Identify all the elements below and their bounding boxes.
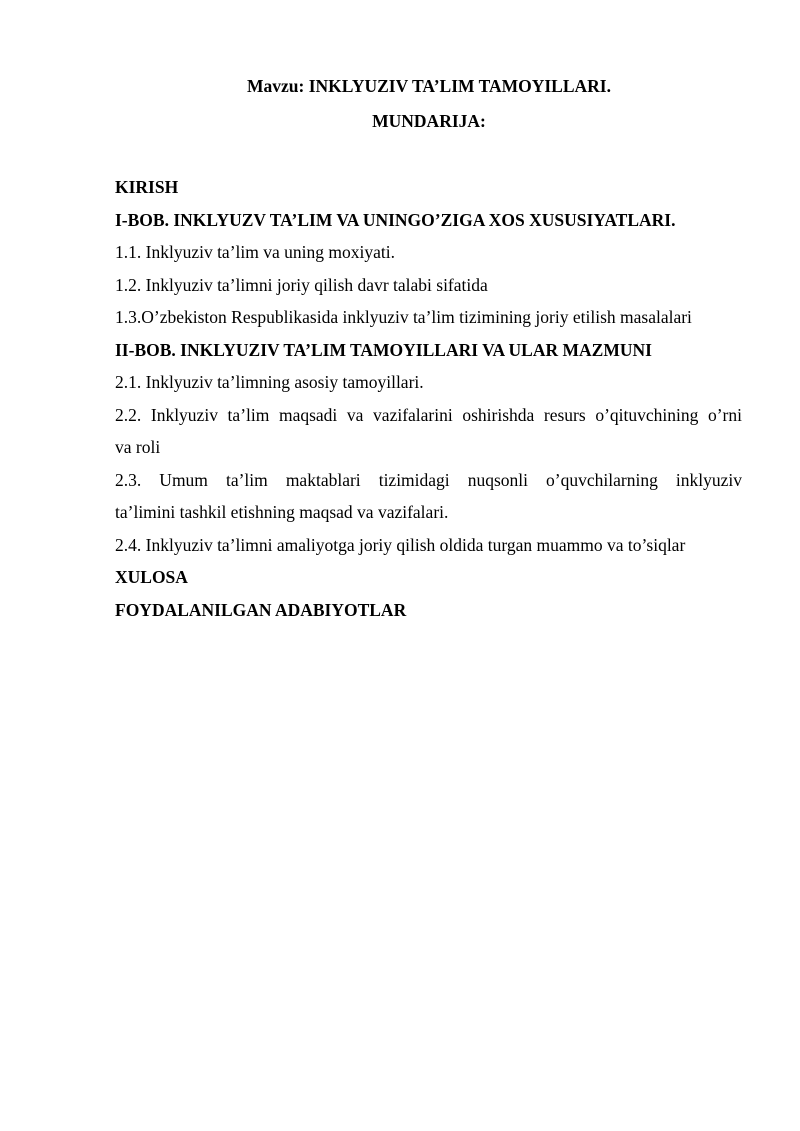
toc-section-1-2: 1.2. Inklyuziv ta’limni joriy qilish davr talabi sifatida <box>115 274 488 295</box>
toc-section-1-3: 1.3.O’zbekiston Respublikasida inklyuziv ta’lim tizimining joriy etilish masalalari <box>115 307 692 327</box>
toc-heading: MUNDARIJA: <box>372 111 486 131</box>
toc-entry-introduction: KIRISH <box>115 177 179 197</box>
table-of-contents <box>115 176 742 631</box>
document-topic: Mavzu: INKLYUZIV TA’LIM TAMOYILLARI. <box>247 76 611 96</box>
toc-section-2-2-continued: va roli <box>115 437 161 457</box>
toc-chapter-2: II-BOB. INKLYUZIV TA’LIM TAMOYILLARI VA ULAR MAZMUNI <box>115 339 652 360</box>
toc-entry-conclusion: XULOSA <box>115 567 188 587</box>
toc-section-2-3-continued: ta’limini tashkil etishning maqsad va vazifalari. <box>115 502 449 522</box>
toc-section-2-2: 2.2. Inklyuziv ta’lim maqsadi va vazifalarini oshirishda resurs o’qituvchining o’rni <box>115 404 742 425</box>
toc-section-2-3: 2.3. Umum ta’lim maktablari tizimidagi nuqsonli o’quvchilarning inklyuziv <box>115 469 742 490</box>
toc-entry-references: FOYDALANILGAN ADABIYOTLAR <box>115 599 407 620</box>
toc-section-2-1: 2.1. Inklyuziv ta’limning asosiy tamoyillari. <box>115 372 424 392</box>
toc-chapter-1: I-BOB. INKLYUZV TA’LIM VA UNINGO’ZIGA XOS XUSUSIYATLARI. <box>115 209 676 230</box>
toc-section-1-1: 1.1. Inklyuziv ta’lim va uning moxiyati. <box>115 242 395 262</box>
toc-section-2-4: 2.4. Inklyuziv ta’limni amaliyotga joriy qilish oldida turgan muammo va to’siqlar <box>115 534 686 555</box>
